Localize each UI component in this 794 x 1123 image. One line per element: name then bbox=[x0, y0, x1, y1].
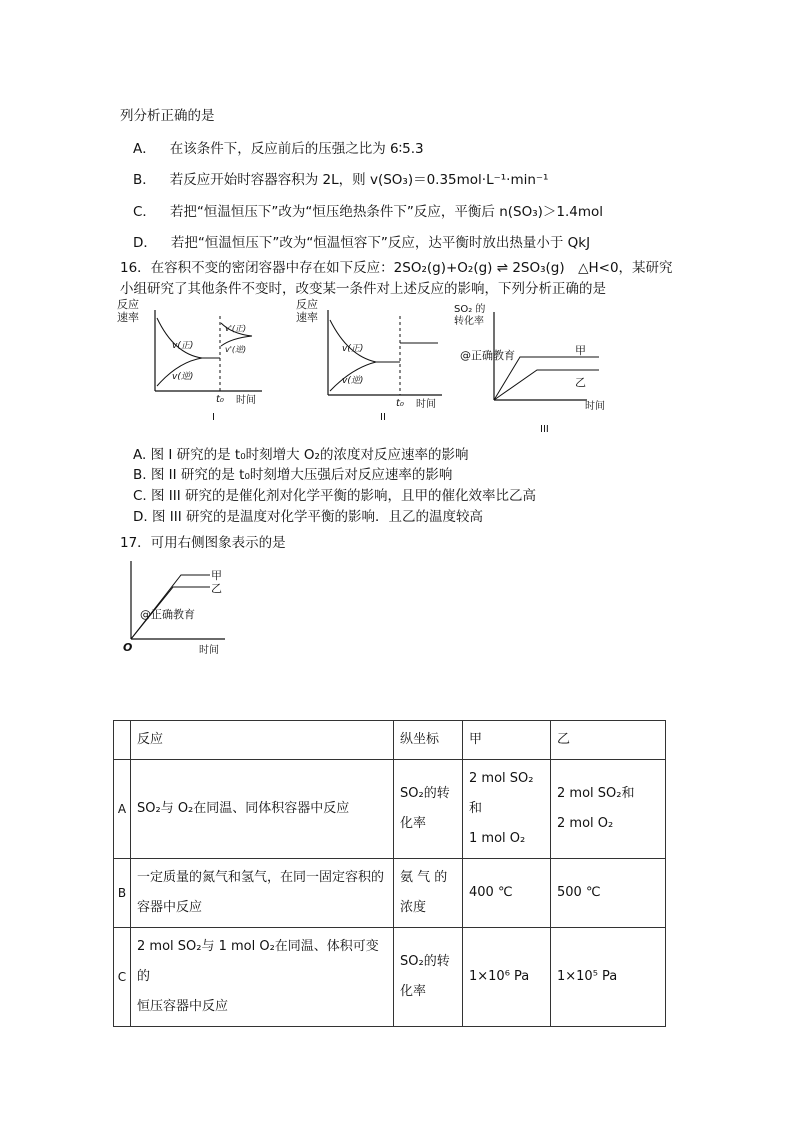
q15-option-a bbox=[133, 137, 424, 157]
yi-cell bbox=[551, 760, 666, 859]
reaction-cell bbox=[131, 928, 394, 1027]
q16-option-b: B. 图 II 研究的是 t₀时刻增大压强后对反应速率的影响 bbox=[133, 467, 453, 483]
jia-cell bbox=[463, 928, 551, 1027]
x-axis-label: 时间 bbox=[199, 645, 219, 656]
label-yi: 乙 bbox=[575, 376, 586, 389]
graph-i-caption: I bbox=[212, 412, 215, 423]
intro-text: 列分析正确的是 bbox=[120, 108, 215, 124]
v-forward-label: v(正) bbox=[342, 344, 364, 354]
q16-option-d: D. 图 III 研究的是温度对化学平衡的影响．且乙的温度较高 bbox=[133, 509, 484, 525]
yi-cell bbox=[551, 928, 666, 1027]
row-key: A bbox=[114, 760, 131, 859]
curve-jia bbox=[131, 575, 210, 639]
watermark: @正确教育 bbox=[460, 349, 515, 362]
cell-line: 化率 bbox=[400, 816, 427, 831]
cell-line: 2 mol SO₂与 1 mol O₂在同温、体积可变的 bbox=[137, 939, 379, 984]
v-forward-curve bbox=[157, 318, 220, 358]
v-reverse-label: v(逆) bbox=[172, 372, 194, 382]
header-cell-reaction: 反应 bbox=[131, 721, 394, 760]
header-cell-jia: 甲 bbox=[463, 721, 551, 760]
ordinate-cell bbox=[394, 859, 463, 928]
cell-line: 400 ℃ bbox=[469, 885, 513, 900]
watermark: @正确教育 bbox=[140, 608, 195, 621]
graph-ii-ylabel-2: 速率 bbox=[296, 311, 318, 324]
t0-label: t₀ bbox=[396, 398, 404, 409]
origin-label: O bbox=[123, 641, 133, 654]
cell-line: 恒压容器中反应 bbox=[137, 999, 229, 1014]
option-text: 若反应开始时容器容积为 2L，则 v(SO₃)＝0.35mol·L⁻¹·min⁻¹ bbox=[169, 172, 549, 188]
cell-line: 2 mol SO₂和 bbox=[557, 786, 635, 801]
cell-line: SO₂的转 bbox=[400, 954, 450, 969]
q17-stem: 17．可用右侧图象表示的是 bbox=[120, 535, 286, 551]
ordinate-cell bbox=[394, 928, 463, 1027]
option-label: D． bbox=[133, 235, 157, 251]
table-row bbox=[114, 760, 666, 859]
graph-ii bbox=[292, 296, 462, 426]
row-key: B bbox=[114, 859, 131, 928]
table-row bbox=[114, 859, 666, 928]
reaction-cell bbox=[131, 859, 394, 928]
cell-line: 化率 bbox=[400, 984, 427, 999]
graph-iii-ylabel-1: SO₂ 的 bbox=[454, 304, 486, 315]
q15-option-b bbox=[133, 168, 548, 188]
v-forward-new-label: v'(正) bbox=[225, 324, 247, 333]
cell-line: 2 mol SO₂和 bbox=[469, 771, 534, 816]
cell-line: SO₂的转 bbox=[400, 786, 450, 801]
graph-i-ylabel-1: 反应 bbox=[117, 298, 139, 311]
v-reverse-new-label: v'(逆) bbox=[225, 345, 247, 354]
cell-line: 1×10⁵ Pa bbox=[557, 969, 618, 984]
cell-line: 500 ℃ bbox=[557, 885, 601, 900]
option-label: B． bbox=[133, 172, 156, 188]
v-reverse-label: v(逆) bbox=[342, 376, 364, 386]
v-forward-curve bbox=[330, 320, 400, 362]
yi-cell bbox=[551, 859, 666, 928]
header-cell-key bbox=[114, 721, 131, 760]
reaction-cell bbox=[131, 760, 394, 859]
x-axis-label: 时间 bbox=[416, 399, 436, 410]
cell-line: 氨 气 的 bbox=[400, 870, 448, 885]
graph-iii-caption: III bbox=[540, 424, 549, 435]
ordinate-cell bbox=[394, 760, 463, 859]
q16-option-a: A. 图 I 研究的是 t₀时刻增大 O₂的浓度对反应速率的影响 bbox=[133, 447, 469, 463]
label-jia: 甲 bbox=[575, 344, 586, 357]
q16-stem-line1: 16．在容积不变的密闭容器中存在如下反应：2SO₂(g)+O₂(g) ⇌ 2SO₃(g) △H<0，某研究 bbox=[120, 260, 673, 276]
cell-line: 1 mol O₂ bbox=[469, 831, 526, 846]
q17-graph bbox=[115, 557, 240, 662]
cell-line: SO₂与 O₂在同温、同体积容器中反应 bbox=[137, 801, 350, 816]
cell-line: 1×10⁶ Pa bbox=[469, 969, 530, 984]
q16-stem-line2: 小组研究了其他条件不变时，改变某一条件对上述反应的影响，下列分析正确的是 bbox=[120, 281, 606, 297]
cell-line: 浓度 bbox=[400, 900, 427, 915]
options-table bbox=[113, 720, 666, 1027]
option-text: 在该条件下，反应前后的压强之比为 6∶5.3 bbox=[169, 141, 424, 157]
v-forward-label: v(正) bbox=[172, 341, 194, 351]
x-axis-label: 时间 bbox=[585, 401, 605, 412]
row-key: C bbox=[114, 928, 131, 1027]
q16-option-c: C. 图 III 研究的是催化剂对化学平衡的影响，且甲的催化效率比乙高 bbox=[133, 488, 537, 504]
option-label: A． bbox=[133, 141, 156, 157]
table-header-row bbox=[114, 721, 666, 760]
t0-label: t₀ bbox=[216, 394, 224, 405]
cell-line: 一定质量的氮气和氢气，在同一固定容积的 bbox=[137, 870, 385, 885]
header-cell-ordinate: 纵坐标 bbox=[394, 721, 463, 760]
option-text: 若把“恒温恒压下”改为“恒压绝热条件下”反应，平衡后 n(SO₃)＞1.4mol bbox=[169, 204, 604, 220]
graph-i bbox=[112, 296, 287, 426]
x-axis-label: 时间 bbox=[236, 395, 256, 406]
table-row bbox=[114, 928, 666, 1027]
header-cell-yi: 乙 bbox=[551, 721, 666, 760]
option-text: 若把“恒温恒压下”改为“恒温恒容下”反应，达平衡时放出热量小于 QkJ bbox=[170, 235, 591, 251]
graph-iii bbox=[452, 300, 622, 438]
cell-line: 容器中反应 bbox=[137, 900, 203, 915]
q15-option-c bbox=[133, 200, 603, 220]
graph-ii-ylabel-1: 反应 bbox=[296, 298, 318, 311]
jia-cell bbox=[463, 859, 551, 928]
graph-i-ylabel-2: 速率 bbox=[117, 311, 139, 324]
label-jia: 甲 bbox=[211, 569, 222, 582]
jia-cell bbox=[463, 760, 551, 859]
graph-iii-ylabel-2: 转化率 bbox=[454, 316, 484, 327]
cell-line: 2 mol O₂ bbox=[557, 816, 614, 831]
q15-option-d bbox=[133, 231, 590, 251]
graph-ii-caption: II bbox=[380, 412, 386, 423]
option-label: C． bbox=[133, 204, 156, 220]
label-yi: 乙 bbox=[211, 582, 222, 595]
